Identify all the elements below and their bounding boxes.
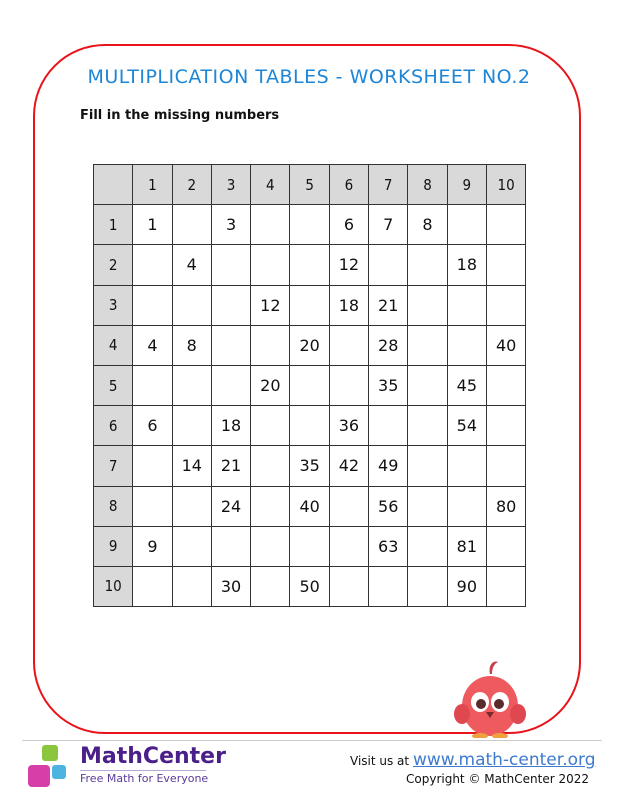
blank-answer-cell[interactable]	[486, 245, 525, 285]
blank-answer-cell[interactable]	[408, 245, 447, 285]
given-number-cell: 7	[369, 205, 408, 245]
blank-answer-cell[interactable]	[251, 205, 290, 245]
given-number-cell: 14	[172, 446, 211, 486]
row-header: 5	[94, 365, 133, 405]
blank-answer-cell[interactable]	[172, 566, 211, 606]
column-header: 8	[408, 165, 447, 205]
given-number-cell: 18	[447, 245, 486, 285]
given-number-cell: 28	[369, 325, 408, 365]
row-header: 1	[94, 205, 133, 245]
row-header: 9	[94, 526, 133, 566]
table-row	[94, 486, 526, 526]
column-header: 2	[172, 165, 211, 205]
blank-answer-cell[interactable]	[486, 285, 525, 325]
visit-label: Visit us at	[350, 754, 410, 768]
given-number-cell: 6	[133, 406, 172, 446]
blank-answer-cell[interactable]	[211, 245, 250, 285]
column-header: 5	[290, 165, 329, 205]
footer-divider	[22, 740, 602, 741]
blank-answer-cell[interactable]	[290, 285, 329, 325]
given-number-cell: 36	[329, 406, 368, 446]
given-number-cell: 4	[172, 245, 211, 285]
instruction-text: Fill in the missing numbers	[80, 108, 280, 123]
given-number-cell: 1	[133, 205, 172, 245]
blank-answer-cell[interactable]	[369, 245, 408, 285]
table-row	[94, 245, 526, 285]
blank-answer-cell[interactable]	[447, 205, 486, 245]
brand-name: MathCenter	[80, 744, 226, 769]
blank-answer-cell[interactable]	[447, 486, 486, 526]
blank-answer-cell[interactable]	[408, 446, 447, 486]
brand-underline	[80, 770, 206, 771]
blank-answer-cell[interactable]	[172, 365, 211, 405]
given-number-cell: 20	[290, 325, 329, 365]
given-number-cell: 8	[408, 205, 447, 245]
blank-answer-cell[interactable]	[329, 486, 368, 526]
table-row	[94, 406, 526, 446]
blank-answer-cell[interactable]	[408, 325, 447, 365]
column-header: 4	[251, 165, 290, 205]
column-header: 6	[329, 165, 368, 205]
given-number-cell: 12	[251, 285, 290, 325]
given-number-cell: 45	[447, 365, 486, 405]
blank-answer-cell[interactable]	[172, 526, 211, 566]
blank-answer-cell[interactable]	[251, 245, 290, 285]
given-number-cell: 18	[211, 406, 250, 446]
blank-answer-cell[interactable]	[211, 285, 250, 325]
given-number-cell: 40	[290, 486, 329, 526]
column-header: 7	[369, 165, 408, 205]
blank-answer-cell[interactable]	[211, 526, 250, 566]
blank-answer-cell[interactable]	[251, 526, 290, 566]
blank-answer-cell[interactable]	[290, 365, 329, 405]
blank-answer-cell[interactable]	[251, 486, 290, 526]
given-number-cell: 80	[486, 486, 525, 526]
given-number-cell: 49	[369, 446, 408, 486]
blank-answer-cell[interactable]	[408, 566, 447, 606]
blank-answer-cell[interactable]	[290, 406, 329, 446]
given-number-cell: 35	[369, 365, 408, 405]
blank-answer-cell[interactable]	[486, 406, 525, 446]
given-number-cell: 42	[329, 446, 368, 486]
table-row	[94, 205, 526, 245]
blank-answer-cell[interactable]	[133, 486, 172, 526]
given-number-cell: 50	[290, 566, 329, 606]
bird-mascot-icon	[452, 660, 528, 738]
column-header: 10	[486, 165, 525, 205]
multiplication-table	[93, 164, 526, 607]
given-number-cell: 56	[369, 486, 408, 526]
table-row	[94, 446, 526, 486]
given-number-cell: 30	[211, 566, 250, 606]
website-link[interactable]: www.math-center.org	[412, 750, 596, 770]
blank-answer-cell[interactable]	[486, 365, 525, 405]
header-row	[94, 165, 526, 205]
blank-answer-cell[interactable]	[447, 285, 486, 325]
blank-answer-cell[interactable]	[172, 486, 211, 526]
blank-answer-cell[interactable]	[369, 406, 408, 446]
blank-answer-cell[interactable]	[172, 205, 211, 245]
blank-answer-cell[interactable]	[172, 285, 211, 325]
given-number-cell: 8	[172, 325, 211, 365]
blank-answer-cell[interactable]	[290, 245, 329, 285]
blank-answer-cell[interactable]	[133, 245, 172, 285]
blank-answer-cell[interactable]	[251, 325, 290, 365]
table-row	[94, 285, 526, 325]
column-header: 1	[133, 165, 172, 205]
given-number-cell: 24	[211, 486, 250, 526]
visit-line	[350, 750, 595, 770]
blank-answer-cell[interactable]	[486, 205, 525, 245]
blank-answer-cell[interactable]	[251, 566, 290, 606]
blank-answer-cell[interactable]	[290, 526, 329, 566]
blank-answer-cell[interactable]	[486, 566, 525, 606]
blank-answer-cell[interactable]	[486, 526, 525, 566]
given-number-cell: 35	[290, 446, 329, 486]
blank-answer-cell[interactable]	[369, 566, 408, 606]
given-number-cell: 9	[133, 526, 172, 566]
blank-answer-cell[interactable]	[408, 285, 447, 325]
dice-logo-icon	[26, 743, 74, 791]
blank-answer-cell[interactable]	[133, 446, 172, 486]
copyright-text: Copyright © MathCenter 2022	[406, 772, 590, 786]
blank-answer-cell[interactable]	[211, 325, 250, 365]
table-row	[94, 566, 526, 606]
row-header: 8	[94, 486, 133, 526]
given-number-cell: 6	[329, 205, 368, 245]
corner-cell	[94, 165, 133, 205]
blank-answer-cell[interactable]	[329, 566, 368, 606]
blank-answer-cell[interactable]	[290, 205, 329, 245]
blank-answer-cell[interactable]	[408, 406, 447, 446]
given-number-cell: 20	[251, 365, 290, 405]
blank-answer-cell[interactable]	[486, 446, 525, 486]
blank-answer-cell[interactable]	[172, 406, 211, 446]
table-row	[94, 365, 526, 405]
blank-answer-cell[interactable]	[251, 446, 290, 486]
row-header: 6	[94, 406, 133, 446]
row-header: 10	[94, 566, 133, 606]
worksheet-title: MULTIPLICATION TABLES - WORKSHEET NO.2	[87, 66, 531, 88]
brand-tagline: Free Math for Everyone	[80, 772, 209, 785]
given-number-cell: 40	[486, 325, 525, 365]
table-row	[94, 325, 526, 365]
blank-answer-cell[interactable]	[133, 365, 172, 405]
blank-answer-cell[interactable]	[133, 566, 172, 606]
row-header: 4	[94, 325, 133, 365]
blank-answer-cell[interactable]	[329, 325, 368, 365]
blank-answer-cell[interactable]	[133, 285, 172, 325]
blank-answer-cell[interactable]	[329, 365, 368, 405]
given-number-cell: 3	[211, 205, 250, 245]
blank-answer-cell[interactable]	[408, 526, 447, 566]
table-row	[94, 526, 526, 566]
blank-answer-cell[interactable]	[211, 365, 250, 405]
column-header: 3	[211, 165, 250, 205]
given-number-cell: 63	[369, 526, 408, 566]
given-number-cell: 21	[369, 285, 408, 325]
given-number-cell: 21	[211, 446, 250, 486]
blank-answer-cell[interactable]	[408, 365, 447, 405]
blank-answer-cell[interactable]	[408, 486, 447, 526]
blank-answer-cell[interactable]	[447, 325, 486, 365]
column-header: 9	[447, 165, 486, 205]
row-header: 7	[94, 446, 133, 486]
row-header: 3	[94, 285, 133, 325]
blank-answer-cell[interactable]	[251, 406, 290, 446]
given-number-cell: 18	[329, 285, 368, 325]
blank-answer-cell[interactable]	[329, 526, 368, 566]
row-header: 2	[94, 245, 133, 285]
given-number-cell: 54	[447, 406, 486, 446]
given-number-cell: 4	[133, 325, 172, 365]
blank-answer-cell[interactable]	[447, 446, 486, 486]
given-number-cell: 12	[329, 245, 368, 285]
given-number-cell: 81	[447, 526, 486, 566]
given-number-cell: 90	[447, 566, 486, 606]
